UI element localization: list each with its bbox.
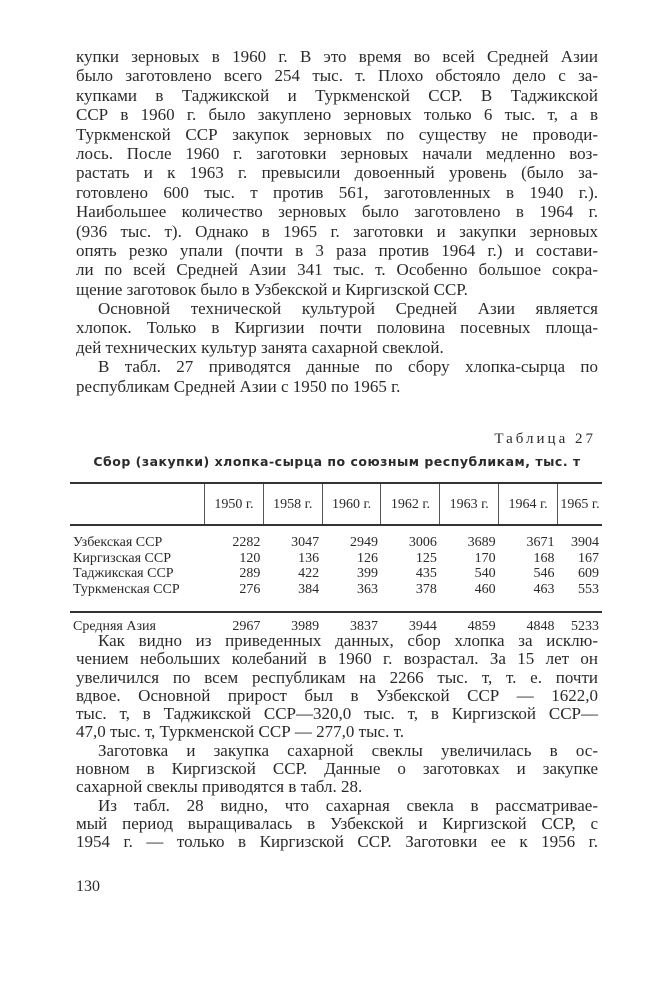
text-line: купками в Таджикской и Туркменской ССР. В Таджикской — [76, 85, 598, 105]
text-line: 47,0 тыс. т, Туркменской ССР — 277,0 тыс. т. — [76, 722, 404, 742]
column-header: 1963 г. — [440, 483, 499, 525]
column-header: 1964 г. — [499, 483, 558, 525]
row-label: Средняя Азия — [70, 612, 205, 635]
cell-value: 4848 — [499, 612, 558, 635]
cell-value: 435 — [415, 566, 437, 581]
cell-value: 546 — [533, 566, 555, 581]
cell-value: 463 — [533, 581, 555, 597]
cell-value: 422 — [298, 566, 320, 581]
column-header: 1958 г. — [263, 483, 322, 525]
text-line: готовлено 600 тыс. т против 561, заготовленных в 1940 г.). — [76, 182, 598, 202]
text-line: дей технических культур занята сахарной свеклой. — [76, 337, 444, 357]
text-line: увеличился по всем республикам на 2266 тыс. т, т. е. почти — [76, 667, 598, 687]
text-line: 1954 г. — только в Киргизской ССР. Заготовки ее к 1956 г. — [76, 832, 598, 852]
cell-value: 2967 — [205, 612, 264, 635]
text-line: республикам Средней Азии с 1950 по 1965 г. — [76, 376, 401, 396]
cell-value: 540 — [474, 566, 496, 581]
text-line: Основной технической культурой Средней Азии является — [98, 299, 598, 319]
cell-value: 136 — [298, 550, 320, 566]
column-header: 1950 г. — [205, 483, 264, 525]
cell-value: 3989 — [263, 612, 322, 635]
text-line: ССР в 1960 г. было закуплено зерновых только 6 тыс. т, а в — [76, 105, 598, 125]
cell-value: 126 — [356, 550, 378, 566]
body-text-bottom — [76, 632, 598, 852]
body-text-top — [76, 47, 598, 396]
cotton-table — [70, 482, 602, 635]
cell-value: 3047 — [291, 535, 320, 550]
text-line: щение заготовок было в Узбекской и Киргизской ССР. — [76, 279, 468, 299]
text-line: растать и к 1963 г. превысили довоенный уровень (было за- — [76, 163, 598, 183]
table-row — [70, 582, 602, 613]
cell-value: 5233 — [558, 612, 603, 635]
cell-value: 399 — [356, 566, 378, 581]
cell-value: 3689 — [467, 535, 496, 550]
text-line: Как видно из приведенных данных, сбор хлопка за исклю- — [98, 631, 598, 650]
column-header: 1962 г. — [381, 483, 440, 525]
text-line: Туркменской ССР закупок зерновых по существу не проводи- — [76, 124, 598, 144]
text-line: (936 тыс. т). Однако в 1965 г. заготовки и закупки зерновых — [76, 221, 598, 241]
text-line: новном в Киргизской ССР. Данные о заготовках и закупке — [76, 759, 598, 779]
table-row — [70, 551, 602, 567]
table-header-row — [70, 483, 602, 525]
cell-value: 3837 — [322, 612, 381, 635]
cell-value: 3671 — [526, 535, 555, 550]
cell-value: 553 — [578, 581, 599, 597]
cell-value: 170 — [474, 550, 496, 566]
row-label: Таджикская ССР — [73, 566, 174, 581]
column-header: 1965 г. — [558, 483, 603, 525]
table-caption: Таблица 27 — [494, 431, 596, 447]
text-line: вдвое. Основной прирост был в Узбекской ССР — 1622,0 — [76, 685, 598, 705]
cell-value: 3904 — [571, 535, 599, 550]
text-line: мый период выращивалась в Узбекской и Киргизской ССР, с — [76, 813, 598, 833]
column-header: 1960 г. — [322, 483, 381, 525]
cell-value: 609 — [578, 566, 599, 581]
page-number: 130 — [76, 878, 100, 895]
cell-value: 125 — [415, 550, 437, 566]
table-row — [70, 566, 602, 582]
cell-value: 384 — [298, 581, 320, 597]
text-line: чением небольших колебаний в 1960 г. возрастал. За 15 лет он — [76, 649, 598, 669]
cell-value: 4859 — [440, 612, 499, 635]
text-line: В табл. 27 приводятся данные по сбору хлопка-сырца по — [98, 357, 598, 377]
text-line: опять резко упали (почти в 3 раза против 1964 г.) и состави- — [76, 240, 598, 260]
text-line: тыс. т, в Таджикской ССР—320,0 тыс. т, в Киргизской ССР— — [76, 704, 598, 724]
cell-value: 120 — [239, 550, 261, 566]
cell-value: 378 — [415, 581, 437, 597]
table-row — [70, 525, 602, 551]
row-label: Туркменская ССР — [73, 581, 180, 597]
cell-value: 3006 — [408, 535, 437, 550]
text-line: сахарной свеклы приводятся в табл. 28. — [76, 777, 363, 797]
cell-value: 2949 — [349, 535, 378, 550]
table-title: Сбор (закупки) хлопка-сырца по союзным республикам, тыс. т — [93, 454, 581, 469]
row-label: Узбекская ССР — [73, 535, 163, 550]
row-label: Киргизская ССР — [73, 550, 172, 566]
column-header — [70, 483, 205, 525]
text-line: хлопок. Только в Киргизии почти половина посевных площа- — [76, 318, 598, 338]
cell-value: 2282 — [232, 535, 261, 550]
text-line: купки зерновых в 1960 г. В это время во всей Средней Азии — [76, 47, 598, 66]
text-line: лось. После 1960 г. заготовки зерновых начали медленно воз- — [76, 143, 598, 163]
text-line: было заготовлено всего 254 тыс. т. Плохо обстояло дело с за- — [76, 66, 598, 86]
cell-value: 460 — [474, 581, 496, 597]
cell-value: 167 — [578, 550, 599, 566]
cell-value: 168 — [533, 550, 555, 566]
cell-value: 276 — [239, 581, 261, 597]
cell-value: 289 — [239, 566, 261, 581]
cell-value: 363 — [356, 581, 378, 597]
text-line: ли по всей Средней Азии 341 тыс. т. Особенно большое сокра- — [76, 260, 598, 280]
text-line: Из табл. 28 видно, что сахарная свекла в рассматривае- — [98, 795, 598, 815]
text-line: Наибольшее количество зерновых было заготовлено в 1964 г. — [76, 202, 598, 222]
text-line: Заготовка и закупка сахарной свеклы увеличилась в ос- — [98, 740, 598, 760]
cell-value: 3944 — [381, 612, 440, 635]
